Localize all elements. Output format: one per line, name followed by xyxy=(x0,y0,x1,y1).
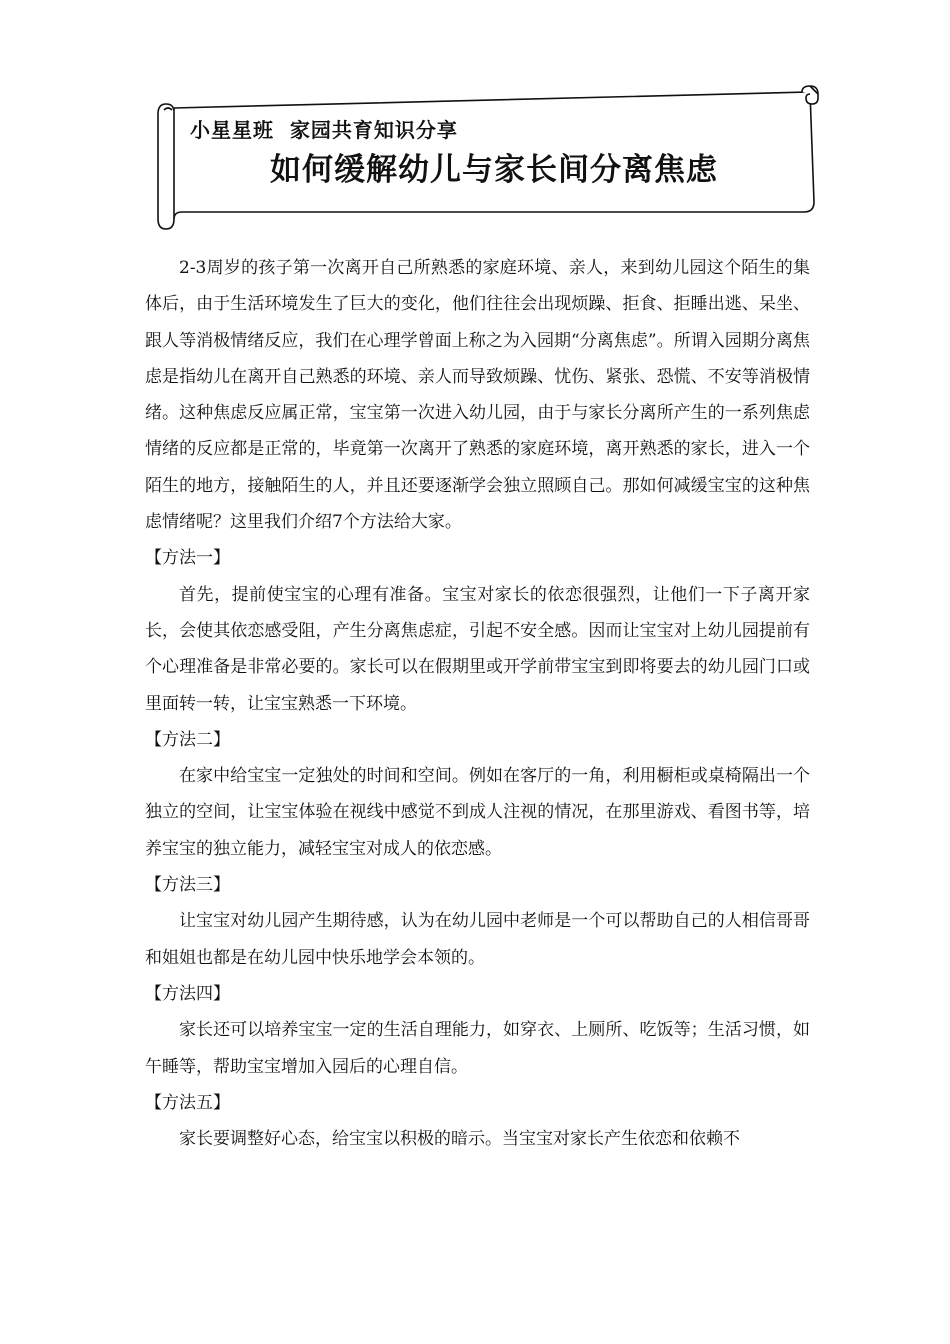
method-five-body: 家长要调整好心态，给宝宝以积极的暗示。当宝宝对家长产生依恋和依赖不 xyxy=(179,1129,740,1150)
method-one-heading: 【方法一】 xyxy=(145,548,230,569)
method-three-heading: 【方法三】 xyxy=(145,875,230,896)
method-four-body: 家长还可以培养宝宝一定的生活自理能力，如穿衣、上厕所、吃饭等；生活习惯，如午睡等，帮助宝宝增加入园后的心理自信。 xyxy=(145,1020,810,1077)
method-two-body: 在家中给宝宝一定独处的时间和空间。例如在客厅的一角，利用橱柜或桌椅隔出一个独立的空间，让宝宝体验在视线中感觉不到成人注视的情况，在那里游戏、看图书等，培养宝宝的独立能力，减轻宝宝对成人的依恋感。 xyxy=(145,766,810,859)
method-five-heading: 【方法五】 xyxy=(145,1092,230,1113)
method-three-body: 让宝宝对幼儿园产生期待感，认为在幼儿园中老师是一个可以帮助自己的人相信哥哥和姐姐也都是在幼儿园中快乐地学会本领的。 xyxy=(145,911,810,968)
page-title: 如何缓解幼儿与家长间分离焦虑 xyxy=(270,152,718,188)
method-one-body: 首先，提前使宝宝的心理有准备。宝宝对家长的依恋很强烈，让他们一下子离开家长，会使其依恋感受阻，产生分离焦虑症，引起不安全感。因而让宝宝对上幼儿园提前有个心理准备是非常必要的。家长可以在假期里或开学前带宝宝到即将要去的幼儿园门口或里面转一转，让宝宝熟悉一下环境。 xyxy=(145,584,810,714)
article-body xyxy=(145,250,810,1157)
intro-paragraph: 2-3周岁的孩子第一次离开自己所熟悉的家庭环境、亲人，来到幼儿园这个陌生的集体后，由于生活环境发生了巨大的变化，他们往往会出现烦躁、拒食、拒睡出逃、呆坐、跟人等消极情绪反应，我们在心理学曾面上称之为入园期“分离焦虑”。所谓入园期分离焦虑是指幼儿在离开自己熟悉的环境、亲人而导致烦躁、忧伤、紧张、恐慌、不安等消极情绪。这种焦虑反应属正常，宝宝第一次进入幼儿园，由于与家长分离所产生的一系列焦虑情绪的反应都是正常的，毕竟第一次离开了熟悉的家庭环境，离开熟悉的家长，进入一个陌生的地方，接触陌生的人，并且还要逐渐学会独立照顾自己。那如何减缓宝宝的这种焦虑情绪呢？这里我们介绍7个方法给大家。 xyxy=(145,258,810,533)
banner-subtitle: 小星星班 家园共育知识分享 xyxy=(190,118,458,142)
method-four-heading: 【方法四】 xyxy=(145,983,230,1004)
method-two-heading: 【方法二】 xyxy=(145,729,230,750)
